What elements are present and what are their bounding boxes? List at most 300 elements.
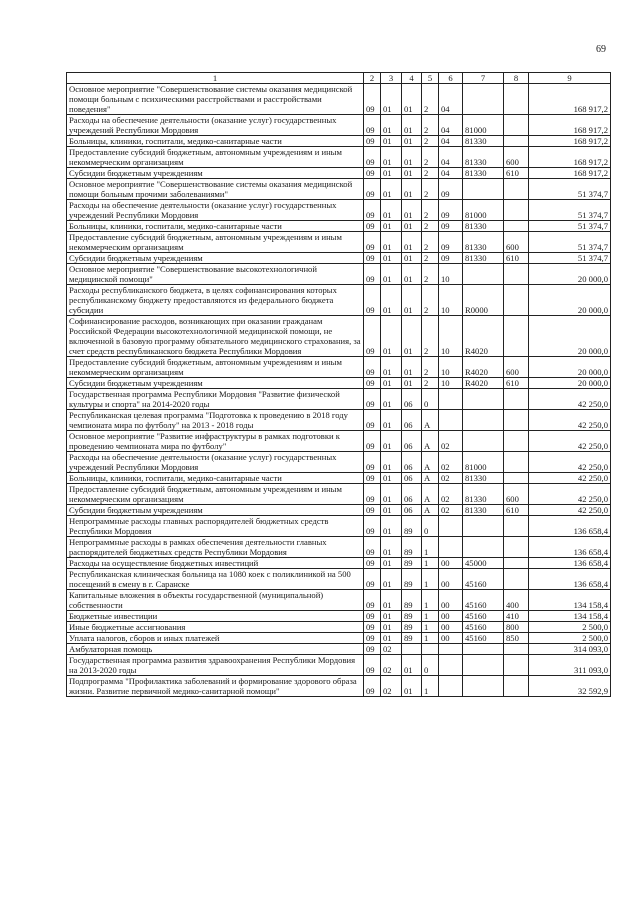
code-cell: 0 bbox=[422, 516, 439, 537]
amount-cell: 51 374,7 bbox=[529, 232, 611, 253]
code-cell: 01 bbox=[381, 537, 402, 558]
code-cell: 01 bbox=[381, 285, 402, 316]
amount-cell: 168 917,2 bbox=[529, 147, 611, 168]
amount-cell: 20 000,0 bbox=[529, 378, 611, 389]
item-name-cell: Бюджетные инвестиции bbox=[67, 611, 364, 622]
code-cell bbox=[504, 84, 529, 115]
code-cell: 81330 bbox=[463, 253, 504, 264]
amount-cell: 42 250,0 bbox=[529, 484, 611, 505]
table-row bbox=[67, 115, 611, 136]
code-cell: 01 bbox=[381, 473, 402, 484]
code-cell bbox=[504, 473, 529, 484]
table-row bbox=[67, 378, 611, 389]
table-row bbox=[67, 84, 611, 115]
item-name-cell: Государственная программа Республики Мордовия "Развитие физической культуры и спорта" на 2014-2020 годы bbox=[67, 389, 364, 410]
header-cell: 6 bbox=[439, 73, 463, 84]
code-cell: A bbox=[422, 452, 439, 473]
code-cell: 01 bbox=[381, 516, 402, 537]
item-name-cell: Субсидии бюджетным учреждениям bbox=[67, 505, 364, 516]
table-row bbox=[67, 644, 611, 655]
code-cell: 01 bbox=[402, 264, 422, 285]
code-cell: 2 bbox=[422, 253, 439, 264]
item-name-cell: Субсидии бюджетным учреждениям bbox=[67, 168, 364, 179]
code-cell: 45160 bbox=[463, 633, 504, 644]
code-cell: 02 bbox=[439, 431, 463, 452]
table-row bbox=[67, 357, 611, 378]
code-cell: 1 bbox=[422, 590, 439, 611]
code-cell: 2 bbox=[422, 357, 439, 378]
code-cell: 1 bbox=[422, 537, 439, 558]
code-cell bbox=[439, 676, 463, 697]
code-cell bbox=[463, 431, 504, 452]
code-cell: 09 bbox=[364, 389, 381, 410]
code-cell bbox=[422, 644, 439, 655]
code-cell: 01 bbox=[381, 622, 402, 633]
code-cell: 600 bbox=[504, 147, 529, 168]
code-cell bbox=[463, 410, 504, 431]
item-name-cell: Государственная программа развития здравоохранения Республики Мордовия на 2013-2020 годы bbox=[67, 655, 364, 676]
code-cell: 01 bbox=[381, 452, 402, 473]
table-row bbox=[67, 452, 611, 473]
code-cell: 09 bbox=[364, 357, 381, 378]
code-cell: 04 bbox=[439, 115, 463, 136]
amount-cell: 51 374,7 bbox=[529, 200, 611, 221]
code-cell: 10 bbox=[439, 378, 463, 389]
code-cell: 0 bbox=[422, 389, 439, 410]
amount-cell: 42 250,0 bbox=[529, 431, 611, 452]
code-cell bbox=[504, 537, 529, 558]
code-cell: 01 bbox=[381, 484, 402, 505]
table-row bbox=[67, 285, 611, 316]
code-cell: 2 bbox=[422, 264, 439, 285]
code-cell: 81330 bbox=[463, 136, 504, 147]
code-cell: R0000 bbox=[463, 285, 504, 316]
code-cell bbox=[439, 389, 463, 410]
code-cell: 09 bbox=[364, 569, 381, 590]
code-cell: 00 bbox=[439, 569, 463, 590]
code-cell bbox=[504, 316, 529, 357]
code-cell: 01 bbox=[402, 221, 422, 232]
table-row bbox=[67, 147, 611, 168]
amount-cell: 42 250,0 bbox=[529, 452, 611, 473]
item-name-cell: Капитальные вложения в объекты государственной (муниципальной) собственности bbox=[67, 590, 364, 611]
code-cell bbox=[439, 410, 463, 431]
code-cell: 89 bbox=[402, 611, 422, 622]
code-cell: 850 bbox=[504, 633, 529, 644]
code-cell bbox=[504, 115, 529, 136]
code-cell: 09 bbox=[364, 200, 381, 221]
code-cell: 81330 bbox=[463, 147, 504, 168]
code-cell: 01 bbox=[381, 611, 402, 622]
code-cell: 01 bbox=[402, 147, 422, 168]
code-cell: 09 bbox=[364, 452, 381, 473]
code-cell: 81330 bbox=[463, 484, 504, 505]
code-cell: 81330 bbox=[463, 505, 504, 516]
budget-table bbox=[66, 72, 611, 697]
code-cell bbox=[439, 537, 463, 558]
table-row bbox=[67, 316, 611, 357]
code-cell: 00 bbox=[439, 558, 463, 569]
code-cell: 89 bbox=[402, 622, 422, 633]
amount-cell: 32 592,9 bbox=[529, 676, 611, 697]
code-cell: 09 bbox=[364, 505, 381, 516]
code-cell: 81330 bbox=[463, 221, 504, 232]
code-cell: 01 bbox=[402, 136, 422, 147]
item-name-cell: Республиканская клиническая больница на 1080 коек с поликлиникой на 500 посещений в смену в г. Саранске bbox=[67, 569, 364, 590]
code-cell bbox=[463, 676, 504, 697]
amount-cell: 136 658,4 bbox=[529, 558, 611, 569]
code-cell: 2 bbox=[422, 84, 439, 115]
amount-cell: 2 500,0 bbox=[529, 633, 611, 644]
table-row bbox=[67, 655, 611, 676]
code-cell: 610 bbox=[504, 168, 529, 179]
code-cell: 06 bbox=[402, 473, 422, 484]
code-cell: 2 bbox=[422, 285, 439, 316]
code-cell: 2 bbox=[422, 221, 439, 232]
table-row bbox=[67, 264, 611, 285]
code-cell: 0 bbox=[422, 655, 439, 676]
code-cell: 1 bbox=[422, 611, 439, 622]
item-name-cell: Больницы, клиники, госпитали, медико-санитарные части bbox=[67, 136, 364, 147]
header-cell: 9 bbox=[529, 73, 611, 84]
amount-cell: 136 658,4 bbox=[529, 516, 611, 537]
code-cell: 01 bbox=[402, 655, 422, 676]
page-number: 69 bbox=[596, 44, 606, 55]
code-cell: 01 bbox=[381, 558, 402, 569]
table-row bbox=[67, 179, 611, 200]
code-cell: 1 bbox=[422, 676, 439, 697]
code-cell bbox=[504, 389, 529, 410]
header-cell: 4 bbox=[402, 73, 422, 84]
amount-cell: 42 250,0 bbox=[529, 473, 611, 484]
code-cell: 1 bbox=[422, 622, 439, 633]
code-cell: 02 bbox=[439, 452, 463, 473]
item-name-cell: Непрограммные расходы главных распорядителей бюджетных средств Республики Мордовия bbox=[67, 516, 364, 537]
item-name-cell: Основное мероприятие "Совершенствование системы оказания медицинской помощи больным с психическими расстройствами и расстройствами поведения" bbox=[67, 84, 364, 115]
code-cell: 600 bbox=[504, 232, 529, 253]
code-cell: 09 bbox=[364, 516, 381, 537]
code-cell: R4020 bbox=[463, 316, 504, 357]
item-name-cell: Предоставление субсидий бюджетным, автономным учреждениям и иным некоммерческим организациям bbox=[67, 484, 364, 505]
code-cell: 09 bbox=[364, 285, 381, 316]
code-cell: 02 bbox=[381, 655, 402, 676]
amount-cell: 168 917,2 bbox=[529, 168, 611, 179]
code-cell: 1 bbox=[422, 633, 439, 644]
item-name-cell: Республиканская целевая программа "Подготовка к проведению в 2018 году чемпионата мира по футболу" на 2013 - 2018 годы bbox=[67, 410, 364, 431]
code-cell: 09 bbox=[364, 484, 381, 505]
code-cell bbox=[504, 558, 529, 569]
code-cell: 09 bbox=[439, 200, 463, 221]
table-row bbox=[67, 168, 611, 179]
code-cell: 01 bbox=[402, 285, 422, 316]
code-cell: 01 bbox=[402, 378, 422, 389]
code-cell: 45000 bbox=[463, 558, 504, 569]
code-cell: 610 bbox=[504, 253, 529, 264]
code-cell: 06 bbox=[402, 484, 422, 505]
code-cell: 01 bbox=[381, 410, 402, 431]
code-cell bbox=[463, 264, 504, 285]
header-cell: 5 bbox=[422, 73, 439, 84]
code-cell: 09 bbox=[364, 378, 381, 389]
code-cell: 1 bbox=[422, 569, 439, 590]
table-row bbox=[67, 622, 611, 633]
table-row bbox=[67, 505, 611, 516]
code-cell: 04 bbox=[439, 84, 463, 115]
code-cell: 09 bbox=[364, 136, 381, 147]
code-cell: 10 bbox=[439, 357, 463, 378]
code-cell: 01 bbox=[402, 115, 422, 136]
code-cell: 01 bbox=[381, 253, 402, 264]
code-cell: 01 bbox=[381, 431, 402, 452]
code-cell: 09 bbox=[439, 253, 463, 264]
code-cell: 2 bbox=[422, 378, 439, 389]
code-cell: 2 bbox=[422, 200, 439, 221]
code-cell: 01 bbox=[402, 84, 422, 115]
code-cell: 45160 bbox=[463, 622, 504, 633]
code-cell: 600 bbox=[504, 357, 529, 378]
code-cell: 02 bbox=[381, 676, 402, 697]
code-cell: 01 bbox=[381, 378, 402, 389]
code-cell bbox=[504, 655, 529, 676]
code-cell: 06 bbox=[402, 452, 422, 473]
item-name-cell: Основное мероприятие "Развитие инфраструктуры в рамках подготовки к проведению чемпионата мира по футболу" bbox=[67, 431, 364, 452]
item-name-cell: Уплата налогов, сборов и иных платежей bbox=[67, 633, 364, 644]
code-cell: 81330 bbox=[463, 473, 504, 484]
item-name-cell: Амбулаторная помощь bbox=[67, 644, 364, 655]
amount-cell: 20 000,0 bbox=[529, 357, 611, 378]
table-row bbox=[67, 431, 611, 452]
code-cell: 01 bbox=[381, 264, 402, 285]
item-name-cell: Расходы республиканского бюджета, в целях софинансирования которых республиканскому бюджету предоставляются из федерального бюджета субсидии bbox=[67, 285, 364, 316]
item-name-cell: Субсидии бюджетным учреждениям bbox=[67, 378, 364, 389]
code-cell: 01 bbox=[381, 115, 402, 136]
code-cell: 2 bbox=[422, 136, 439, 147]
code-cell: 2 bbox=[422, 115, 439, 136]
table-row bbox=[67, 590, 611, 611]
code-cell: 09 bbox=[364, 655, 381, 676]
code-cell: A bbox=[422, 473, 439, 484]
code-cell bbox=[504, 431, 529, 452]
table-row bbox=[67, 516, 611, 537]
table-row bbox=[67, 136, 611, 147]
code-cell bbox=[504, 285, 529, 316]
code-cell: 01 bbox=[381, 505, 402, 516]
code-cell: A bbox=[422, 484, 439, 505]
code-cell: 81330 bbox=[463, 168, 504, 179]
code-cell: 09 bbox=[364, 232, 381, 253]
amount-cell: 42 250,0 bbox=[529, 505, 611, 516]
code-cell: 01 bbox=[402, 232, 422, 253]
table-row bbox=[67, 484, 611, 505]
amount-cell: 314 093,0 bbox=[529, 644, 611, 655]
code-cell: 81000 bbox=[463, 115, 504, 136]
code-cell bbox=[504, 179, 529, 200]
code-cell: R4020 bbox=[463, 378, 504, 389]
code-cell bbox=[504, 452, 529, 473]
code-cell bbox=[463, 179, 504, 200]
table-row bbox=[67, 200, 611, 221]
code-cell: 09 bbox=[364, 611, 381, 622]
code-cell: 09 bbox=[364, 316, 381, 357]
code-cell: 10 bbox=[439, 316, 463, 357]
code-cell: 01 bbox=[381, 389, 402, 410]
item-name-cell: Подпрограмма "Профилактика заболеваний и формирование здорового образа жизни. Развитие первичной медико-санитарной помощи" bbox=[67, 676, 364, 697]
code-cell: 610 bbox=[504, 378, 529, 389]
code-cell: 00 bbox=[439, 633, 463, 644]
code-cell: 45160 bbox=[463, 590, 504, 611]
item-name-cell: Расходы на обеспечение деятельности (оказание услуг) государственных учреждений Республики Мордовия bbox=[67, 452, 364, 473]
code-cell: 04 bbox=[439, 136, 463, 147]
code-cell: 01 bbox=[381, 633, 402, 644]
code-cell: 06 bbox=[402, 410, 422, 431]
item-name-cell: Основное мероприятие "Совершенствование высокотехнологичной медицинской помощи" bbox=[67, 264, 364, 285]
code-cell: 01 bbox=[381, 200, 402, 221]
code-cell: 10 bbox=[439, 285, 463, 316]
code-cell: 04 bbox=[439, 168, 463, 179]
code-cell: 00 bbox=[439, 622, 463, 633]
code-cell bbox=[504, 516, 529, 537]
code-cell: R4020 bbox=[463, 357, 504, 378]
header-cell: 8 bbox=[504, 73, 529, 84]
table-row bbox=[67, 221, 611, 232]
amount-cell: 51 374,7 bbox=[529, 179, 611, 200]
item-name-cell: Расходы на обеспечение деятельности (оказание услуг) государственных учреждений Республики Мордовия bbox=[67, 115, 364, 136]
header-cell: 2 bbox=[364, 73, 381, 84]
item-name-cell: Иные бюджетные ассигнования bbox=[67, 622, 364, 633]
code-cell: 09 bbox=[364, 431, 381, 452]
amount-cell: 136 658,4 bbox=[529, 537, 611, 558]
code-cell: 81330 bbox=[463, 232, 504, 253]
code-cell: 2 bbox=[422, 179, 439, 200]
code-cell: 09 bbox=[439, 221, 463, 232]
code-cell bbox=[504, 221, 529, 232]
code-cell: 06 bbox=[402, 431, 422, 452]
code-cell bbox=[463, 389, 504, 410]
code-cell bbox=[463, 84, 504, 115]
code-cell bbox=[504, 676, 529, 697]
amount-cell: 42 250,0 bbox=[529, 410, 611, 431]
code-cell bbox=[463, 537, 504, 558]
code-cell: 09 bbox=[364, 115, 381, 136]
table-header-row bbox=[67, 73, 611, 84]
code-cell: 09 bbox=[439, 179, 463, 200]
code-cell: 02 bbox=[439, 473, 463, 484]
amount-cell: 51 374,7 bbox=[529, 253, 611, 264]
item-name-cell: Расходы на осуществление бюджетных инвестиций bbox=[67, 558, 364, 569]
item-name-cell: Предоставление субсидий бюджетным, автономным учреждениям и иным некоммерческим организациям bbox=[67, 147, 364, 168]
code-cell: A bbox=[422, 505, 439, 516]
code-cell: 610 bbox=[504, 505, 529, 516]
code-cell: 410 bbox=[504, 611, 529, 622]
amount-cell: 168 917,2 bbox=[529, 84, 611, 115]
code-cell: 09 bbox=[364, 633, 381, 644]
code-cell: 45160 bbox=[463, 569, 504, 590]
code-cell bbox=[504, 136, 529, 147]
code-cell: 09 bbox=[364, 147, 381, 168]
code-cell: 06 bbox=[402, 505, 422, 516]
table-row bbox=[67, 253, 611, 264]
table-row bbox=[67, 410, 611, 431]
code-cell bbox=[463, 644, 504, 655]
header-cell: 3 bbox=[381, 73, 402, 84]
code-cell: 1 bbox=[422, 558, 439, 569]
code-cell: 01 bbox=[402, 253, 422, 264]
code-cell: A bbox=[422, 431, 439, 452]
code-cell bbox=[439, 516, 463, 537]
code-cell: 00 bbox=[439, 611, 463, 622]
code-cell: 45160 bbox=[463, 611, 504, 622]
item-name-cell: Субсидии бюджетным учреждениям bbox=[67, 253, 364, 264]
code-cell: 89 bbox=[402, 590, 422, 611]
item-name-cell: Основное мероприятие "Совершенствование системы оказания медицинской помощи больным прочими заболеваниями" bbox=[67, 179, 364, 200]
code-cell: 09 bbox=[364, 84, 381, 115]
table-row bbox=[67, 389, 611, 410]
code-cell: 01 bbox=[381, 84, 402, 115]
code-cell: 89 bbox=[402, 516, 422, 537]
item-name-cell: Софинансирование расходов, возникающих при оказании гражданам Российской Федерации высокотехнологичной медицинской помощи, не включенной в базовую программу обязательного медицинского страхования, за счет средств республиканского бюджета Республики Мордовия bbox=[67, 316, 364, 357]
amount-cell: 311 093,0 bbox=[529, 655, 611, 676]
code-cell bbox=[504, 569, 529, 590]
amount-cell: 168 917,2 bbox=[529, 136, 611, 147]
table-row bbox=[67, 537, 611, 558]
code-cell: 01 bbox=[402, 200, 422, 221]
code-cell: 09 bbox=[364, 264, 381, 285]
amount-cell: 134 158,4 bbox=[529, 590, 611, 611]
code-cell: 2 bbox=[422, 232, 439, 253]
code-cell: 01 bbox=[402, 676, 422, 697]
code-cell: 09 bbox=[364, 558, 381, 569]
code-cell: 01 bbox=[381, 590, 402, 611]
code-cell: 01 bbox=[381, 357, 402, 378]
code-cell: 00 bbox=[439, 590, 463, 611]
code-cell: 09 bbox=[364, 644, 381, 655]
table-row bbox=[67, 569, 611, 590]
code-cell: 02 bbox=[439, 505, 463, 516]
code-cell: 01 bbox=[381, 179, 402, 200]
amount-cell: 20 000,0 bbox=[529, 285, 611, 316]
code-cell: 89 bbox=[402, 558, 422, 569]
header-cell: 1 bbox=[67, 73, 364, 84]
code-cell bbox=[402, 644, 422, 655]
item-name-cell: Расходы на обеспечение деятельности (оказание услуг) государственных учреждений Республики Мордовия bbox=[67, 200, 364, 221]
table-row bbox=[67, 611, 611, 622]
table-row bbox=[67, 232, 611, 253]
code-cell: 01 bbox=[381, 221, 402, 232]
code-cell: 01 bbox=[381, 232, 402, 253]
code-cell bbox=[463, 516, 504, 537]
amount-cell: 42 250,0 bbox=[529, 389, 611, 410]
item-name-cell: Предоставление субсидий бюджетным, автономным учреждениям и иным некоммерческим организациям bbox=[67, 357, 364, 378]
code-cell: 2 bbox=[422, 168, 439, 179]
code-cell: 02 bbox=[439, 484, 463, 505]
table-row bbox=[67, 473, 611, 484]
code-cell: 02 bbox=[381, 644, 402, 655]
code-cell: 09 bbox=[364, 473, 381, 484]
code-cell: A bbox=[422, 410, 439, 431]
code-cell: 09 bbox=[364, 179, 381, 200]
code-cell: 89 bbox=[402, 537, 422, 558]
amount-cell: 168 917,2 bbox=[529, 115, 611, 136]
item-name-cell: Предоставление субсидий бюджетным, автономным учреждениям и иным некоммерческим организациям bbox=[67, 232, 364, 253]
code-cell bbox=[504, 410, 529, 431]
code-cell: 04 bbox=[439, 147, 463, 168]
code-cell: 89 bbox=[402, 633, 422, 644]
code-cell bbox=[504, 200, 529, 221]
code-cell bbox=[463, 655, 504, 676]
code-cell bbox=[439, 644, 463, 655]
code-cell: 01 bbox=[381, 569, 402, 590]
code-cell: 09 bbox=[364, 168, 381, 179]
